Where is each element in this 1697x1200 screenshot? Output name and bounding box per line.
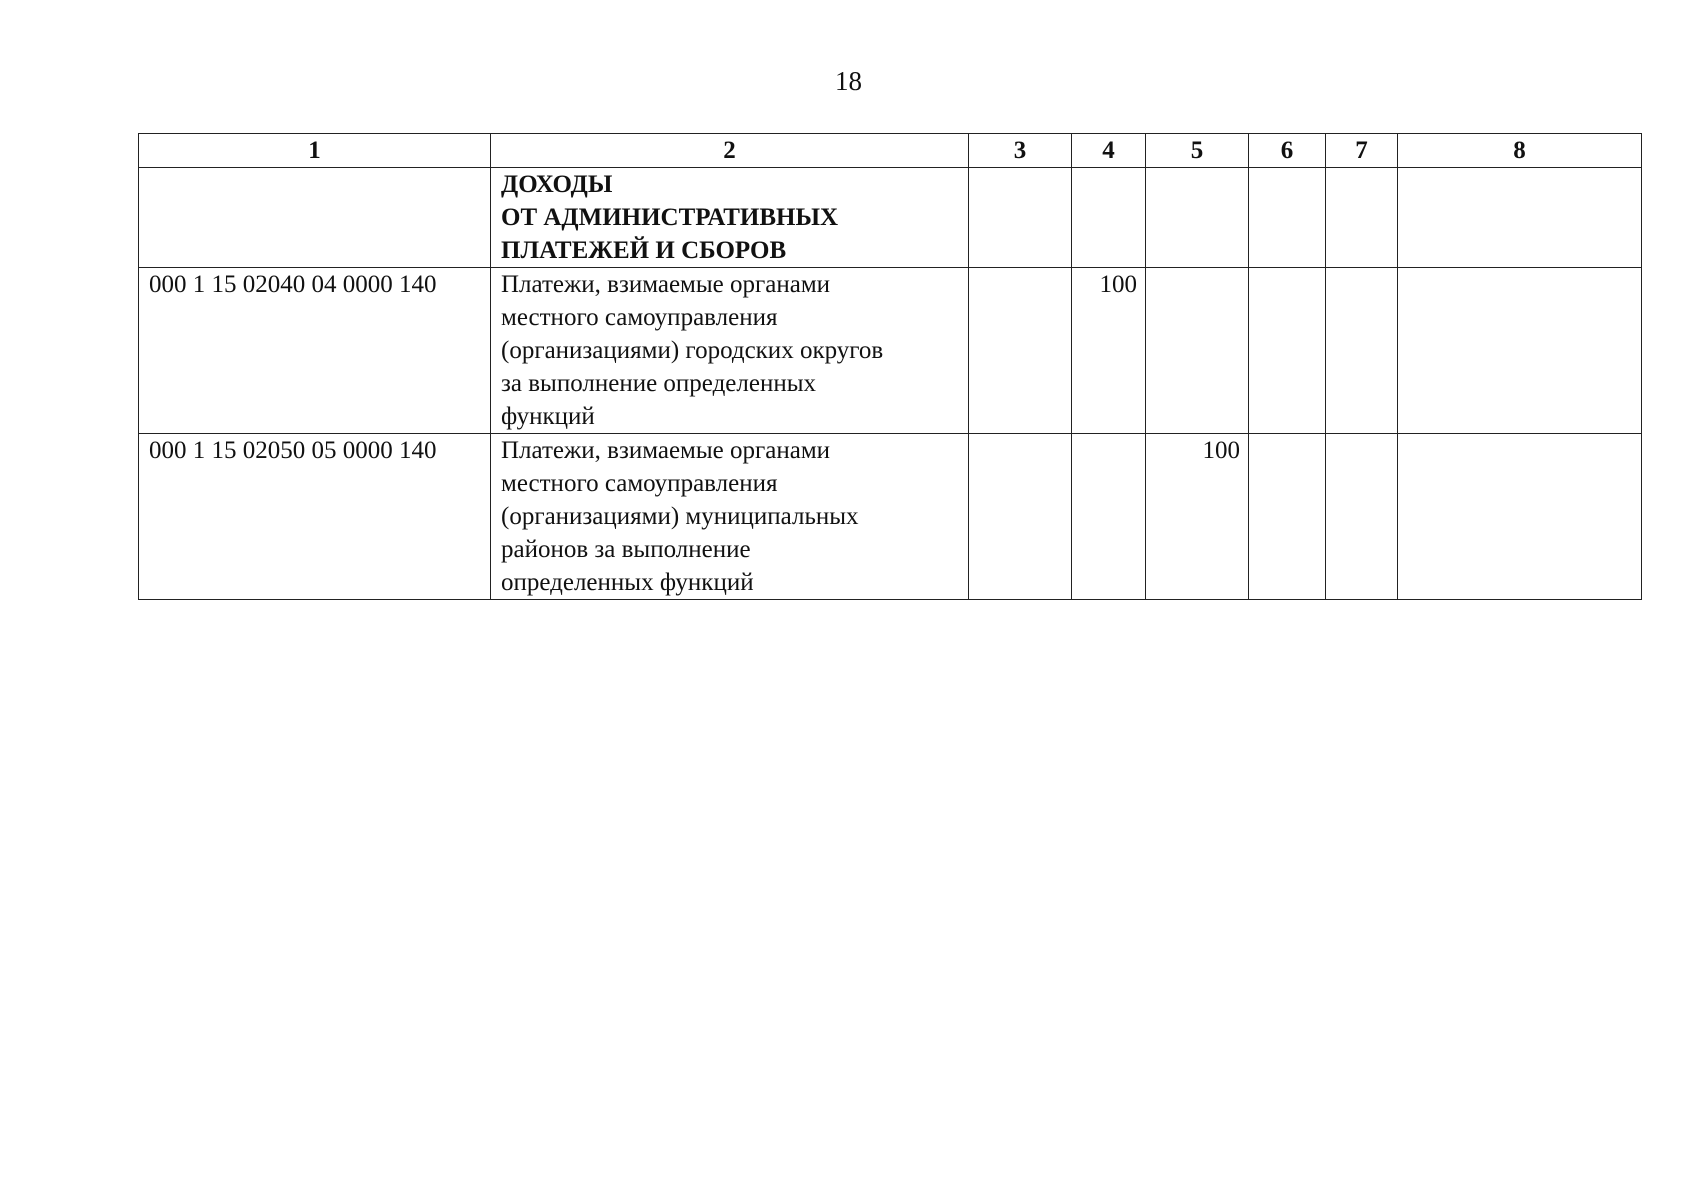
revenue-name-cell: Платежи, взимаемые органами местного самоуправления (организациями) муниципальных районов за выполнение определенных функций (491, 434, 969, 600)
code-cell: 000 1 15 02040 04 0000 140 (139, 268, 491, 434)
revenue-table (138, 133, 1642, 600)
value-cell-3 (969, 434, 1072, 600)
table-row (139, 268, 1642, 434)
value-cell-3 (969, 268, 1072, 434)
value-cell-6 (1249, 434, 1326, 600)
value-cell-3 (969, 168, 1072, 268)
column-header-8: 8 (1398, 134, 1642, 168)
value-cell-7 (1326, 268, 1398, 434)
code-cell (139, 168, 491, 268)
column-header-7: 7 (1326, 134, 1398, 168)
column-header-5: 5 (1146, 134, 1249, 168)
value-cell-6 (1249, 168, 1326, 268)
revenue-name-cell: Платежи, взимаемые органами местного самоуправления (организациями) городских округов за выполнение определенных функций (491, 268, 969, 434)
value-cell-7 (1326, 168, 1398, 268)
table-row (139, 168, 1642, 268)
value-cell-8 (1398, 268, 1642, 434)
value-cell-8 (1398, 168, 1642, 268)
table-row (139, 434, 1642, 600)
page-number: 18 (835, 66, 862, 96)
column-header-4: 4 (1072, 134, 1146, 168)
value-cell-4 (1072, 168, 1146, 268)
value-cell-5: 100 (1146, 434, 1249, 600)
code-cell: 000 1 15 02050 05 0000 140 (139, 434, 491, 600)
column-header-3: 3 (969, 134, 1072, 168)
value-cell-6 (1249, 268, 1326, 434)
value-cell-4 (1072, 434, 1146, 600)
column-header-1: 1 (139, 134, 491, 168)
header-row (139, 134, 1642, 168)
column-header-2: 2 (491, 134, 969, 168)
value-cell-5 (1146, 168, 1249, 268)
value-cell-4: 100 (1072, 268, 1146, 434)
value-cell-7 (1326, 434, 1398, 600)
value-cell-5 (1146, 268, 1249, 434)
column-header-6: 6 (1249, 134, 1326, 168)
value-cell-8 (1398, 434, 1642, 600)
section-title: ДОХОДЫ ОТ АДМИНИСТРАТИВНЫХ ПЛАТЕЖЕЙ И СБОРОВ (491, 168, 969, 268)
